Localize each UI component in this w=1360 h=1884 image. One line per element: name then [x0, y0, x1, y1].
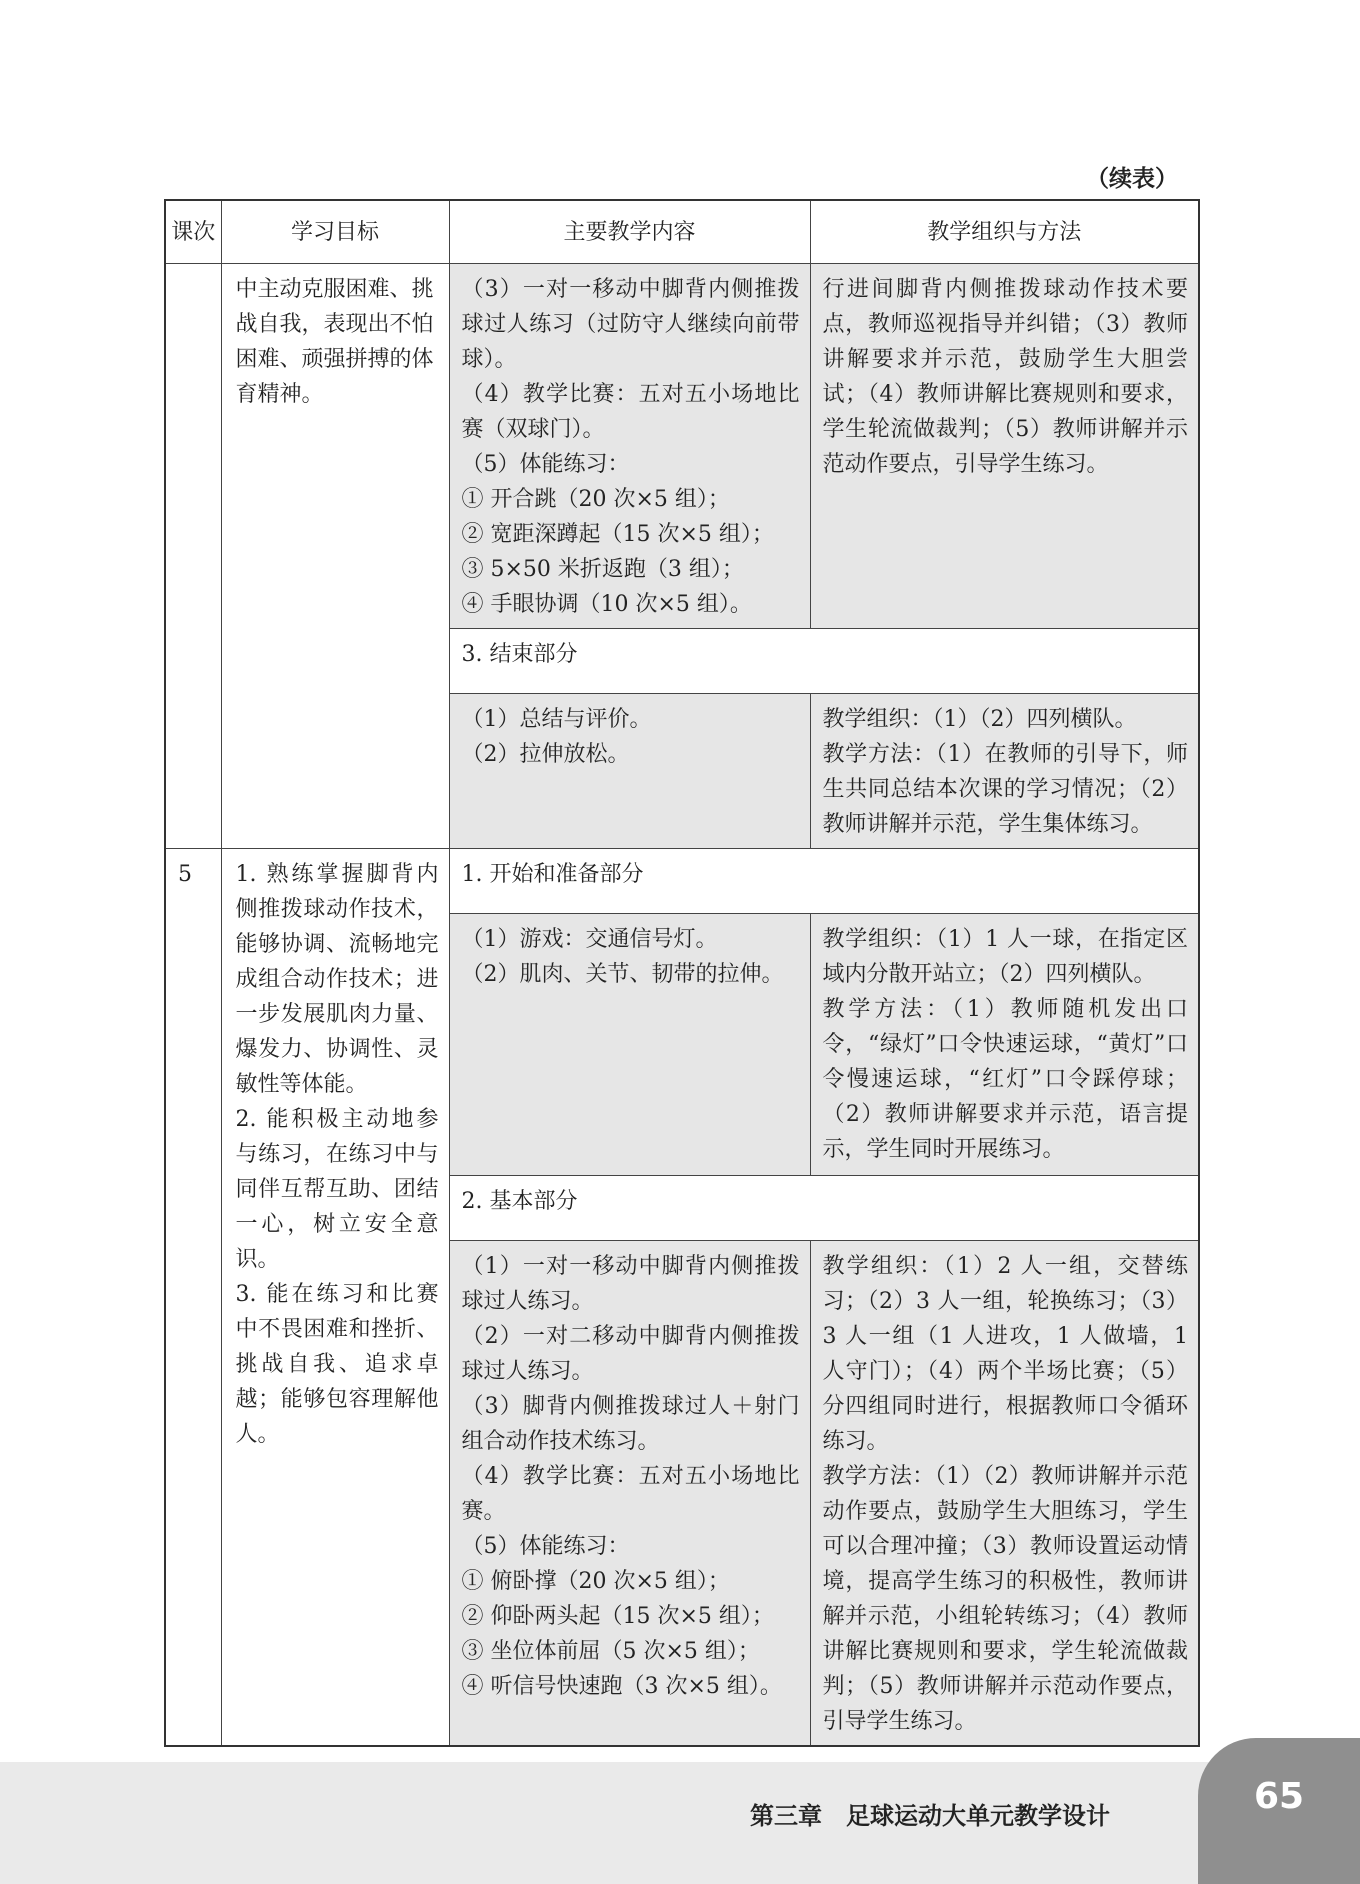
block1-objective-line: 中主动克服困难、挑 [235, 277, 434, 302]
block1-end-method [810, 694, 1199, 849]
block2-start-method [810, 914, 1199, 1176]
method-text: 教学方法：（1）教师随机发出口令，“绿灯”口令快速运球，“黄灯”口令慢速运球，“红灯”口令踩停球；（2）教师讲解要求并示范，语言提示，学生同时开展练习。 [822, 997, 1188, 1162]
content-item: （4）教学比赛：五对五小场地比赛。 [461, 1464, 800, 1524]
block1-basic-row [165, 264, 1199, 629]
section-title-start: 1. 开始和准备部分 [449, 849, 1199, 914]
content-item: ③ 坐位体前屈（5 次×5 组）； [461, 1639, 760, 1664]
block1-objectives-cell [221, 264, 449, 849]
content-item: （1）游戏：交通信号灯。 [461, 927, 718, 952]
content-item: ② 宽距深蹲起（15 次×5 组）； [461, 522, 774, 547]
method-text: 教学方法：（1）（2）教师讲解并示范动作要点，鼓励学生大胆练习，学生可以合理冲撞；（3）教师设置运动情境，提高学生练习的积极性，教师讲解并示范，小组轮转练习；（4）教师讲解比赛规则和要求，学生轮流做裁判；（5）教师讲解并示范动作要点，引导学生练习。 [822, 1464, 1188, 1734]
content-item: （2）拉伸放松。 [461, 742, 630, 767]
lesson-plan-table [164, 199, 1200, 1747]
method-text: 教学组织：（1）（2）四列横队。 [822, 707, 1137, 732]
objective-item: 1. 熟练掌握脚背内侧推拨球动作技术，能够协调、流畅地完成组合动作技术；进一步发展肌肉力量、爆发力、协调性、灵敏性等体能。 [235, 862, 439, 1097]
block1-objective-line: 战自我，表现出不怕 [235, 312, 434, 337]
block2-basic-content [449, 1241, 810, 1747]
block2-start-section-row [165, 849, 1199, 914]
method-text: 教学方法：（1）在教师的引导下，师生共同总结本次课的学习情况；（2）教师讲解并示范，学生集体练习。 [822, 742, 1188, 837]
block1-objective-line: 困难、顽强拼搏的体 [235, 347, 434, 372]
block2-basic-method [810, 1241, 1199, 1747]
block2-start-content [449, 914, 810, 1176]
content-item: （5）体能练习： [461, 1534, 630, 1559]
content-item: （1）总结与评价。 [461, 707, 652, 732]
method-text: 行进间脚背内侧推拨球动作技术要点，教师巡视指导并纠错；（3）教师讲解要求并示范，鼓励学生大胆尝试；（4）教师讲解比赛规则和要求，学生轮流做裁判；（5）教师讲解并示范动作要点，引导学生练习。 [822, 277, 1188, 477]
page-number: 65 [1253, 1776, 1305, 1817]
content-item: （1）一对一移动中脚背内侧推拨球过人练习。 [461, 1254, 800, 1314]
section-title-basic: 2. 基本部分 [449, 1176, 1199, 1241]
header-content: 主要教学内容 [449, 200, 810, 264]
content-item: （5）体能练习： [461, 452, 630, 477]
page-footer-band [0, 1762, 1360, 1884]
content-item: ① 俯卧撑（20 次×5 组）； [461, 1569, 730, 1594]
content-item: ① 开合跳（20 次×5 组）； [461, 487, 730, 512]
method-text: 教学组织：（1）2 人一组，交替练习；（2）3 人一组，轮换练习；（3）3 人一组（1 人进攻，1 人做墙，1 人守门）；（4）两个半场比赛；（5）分四组同时进行，根据教师口令循环练习。 [822, 1254, 1188, 1454]
block1-basic-content [449, 264, 810, 629]
content-item: ② 仰卧两头起（15 次×5 组）； [461, 1604, 774, 1629]
content-item: ③ 5×50 米折返跑（3 组）； [461, 557, 744, 582]
content-item: （4）教学比赛：五对五小场地比赛（双球门）。 [461, 382, 800, 442]
header-objectives: 学习目标 [221, 200, 449, 264]
content-item: （2）一对二移动中脚背内侧推拨球过人练习。 [461, 1324, 800, 1384]
content-item: （2）肌肉、关节、韧带的拉伸。 [461, 962, 784, 987]
header-row [165, 200, 1199, 264]
header-lesson: 课次 [165, 200, 221, 264]
content-item: ④ 听信号快速跑（3 次×5 组）。 [461, 1674, 782, 1699]
objective-item: 2. 能积极主动地参与练习，在练习中与同伴互帮互助、团结一心，树立安全意识。 [235, 1107, 439, 1272]
content-item: ④ 手眼协调（10 次×5 组）。 [461, 592, 752, 617]
block1-objective-line: 育精神。 [235, 382, 324, 407]
block1-end-content [449, 694, 810, 849]
block1-lesson-cell [165, 264, 221, 849]
header-method: 教学组织与方法 [810, 200, 1199, 264]
block1-basic-method [810, 264, 1199, 629]
objective-item: 3. 能在练习和比赛中不畏困难和挫折、挑战自我、追求卓越；能够包容理解他人。 [235, 1282, 439, 1447]
section-title-end: 3. 结束部分 [449, 629, 1199, 694]
chapter-title: 第三章 足球运动大单元教学设计 [750, 1802, 1110, 1830]
lesson-number: 5 [165, 849, 221, 1747]
continued-label: （续表） [1086, 166, 1178, 192]
content-item: （3）脚背内侧推拨球过人＋射门组合动作技术练习。 [461, 1394, 800, 1454]
method-text: 教学组织：（1）1 人一球，在指定区域内分散开站立；（2）四列横队。 [822, 927, 1188, 987]
block2-objectives-cell [221, 849, 449, 1747]
content-item: （3）一对一移动中脚背内侧推拨球过人练习（过防守人继续向前带球）。 [461, 277, 800, 372]
